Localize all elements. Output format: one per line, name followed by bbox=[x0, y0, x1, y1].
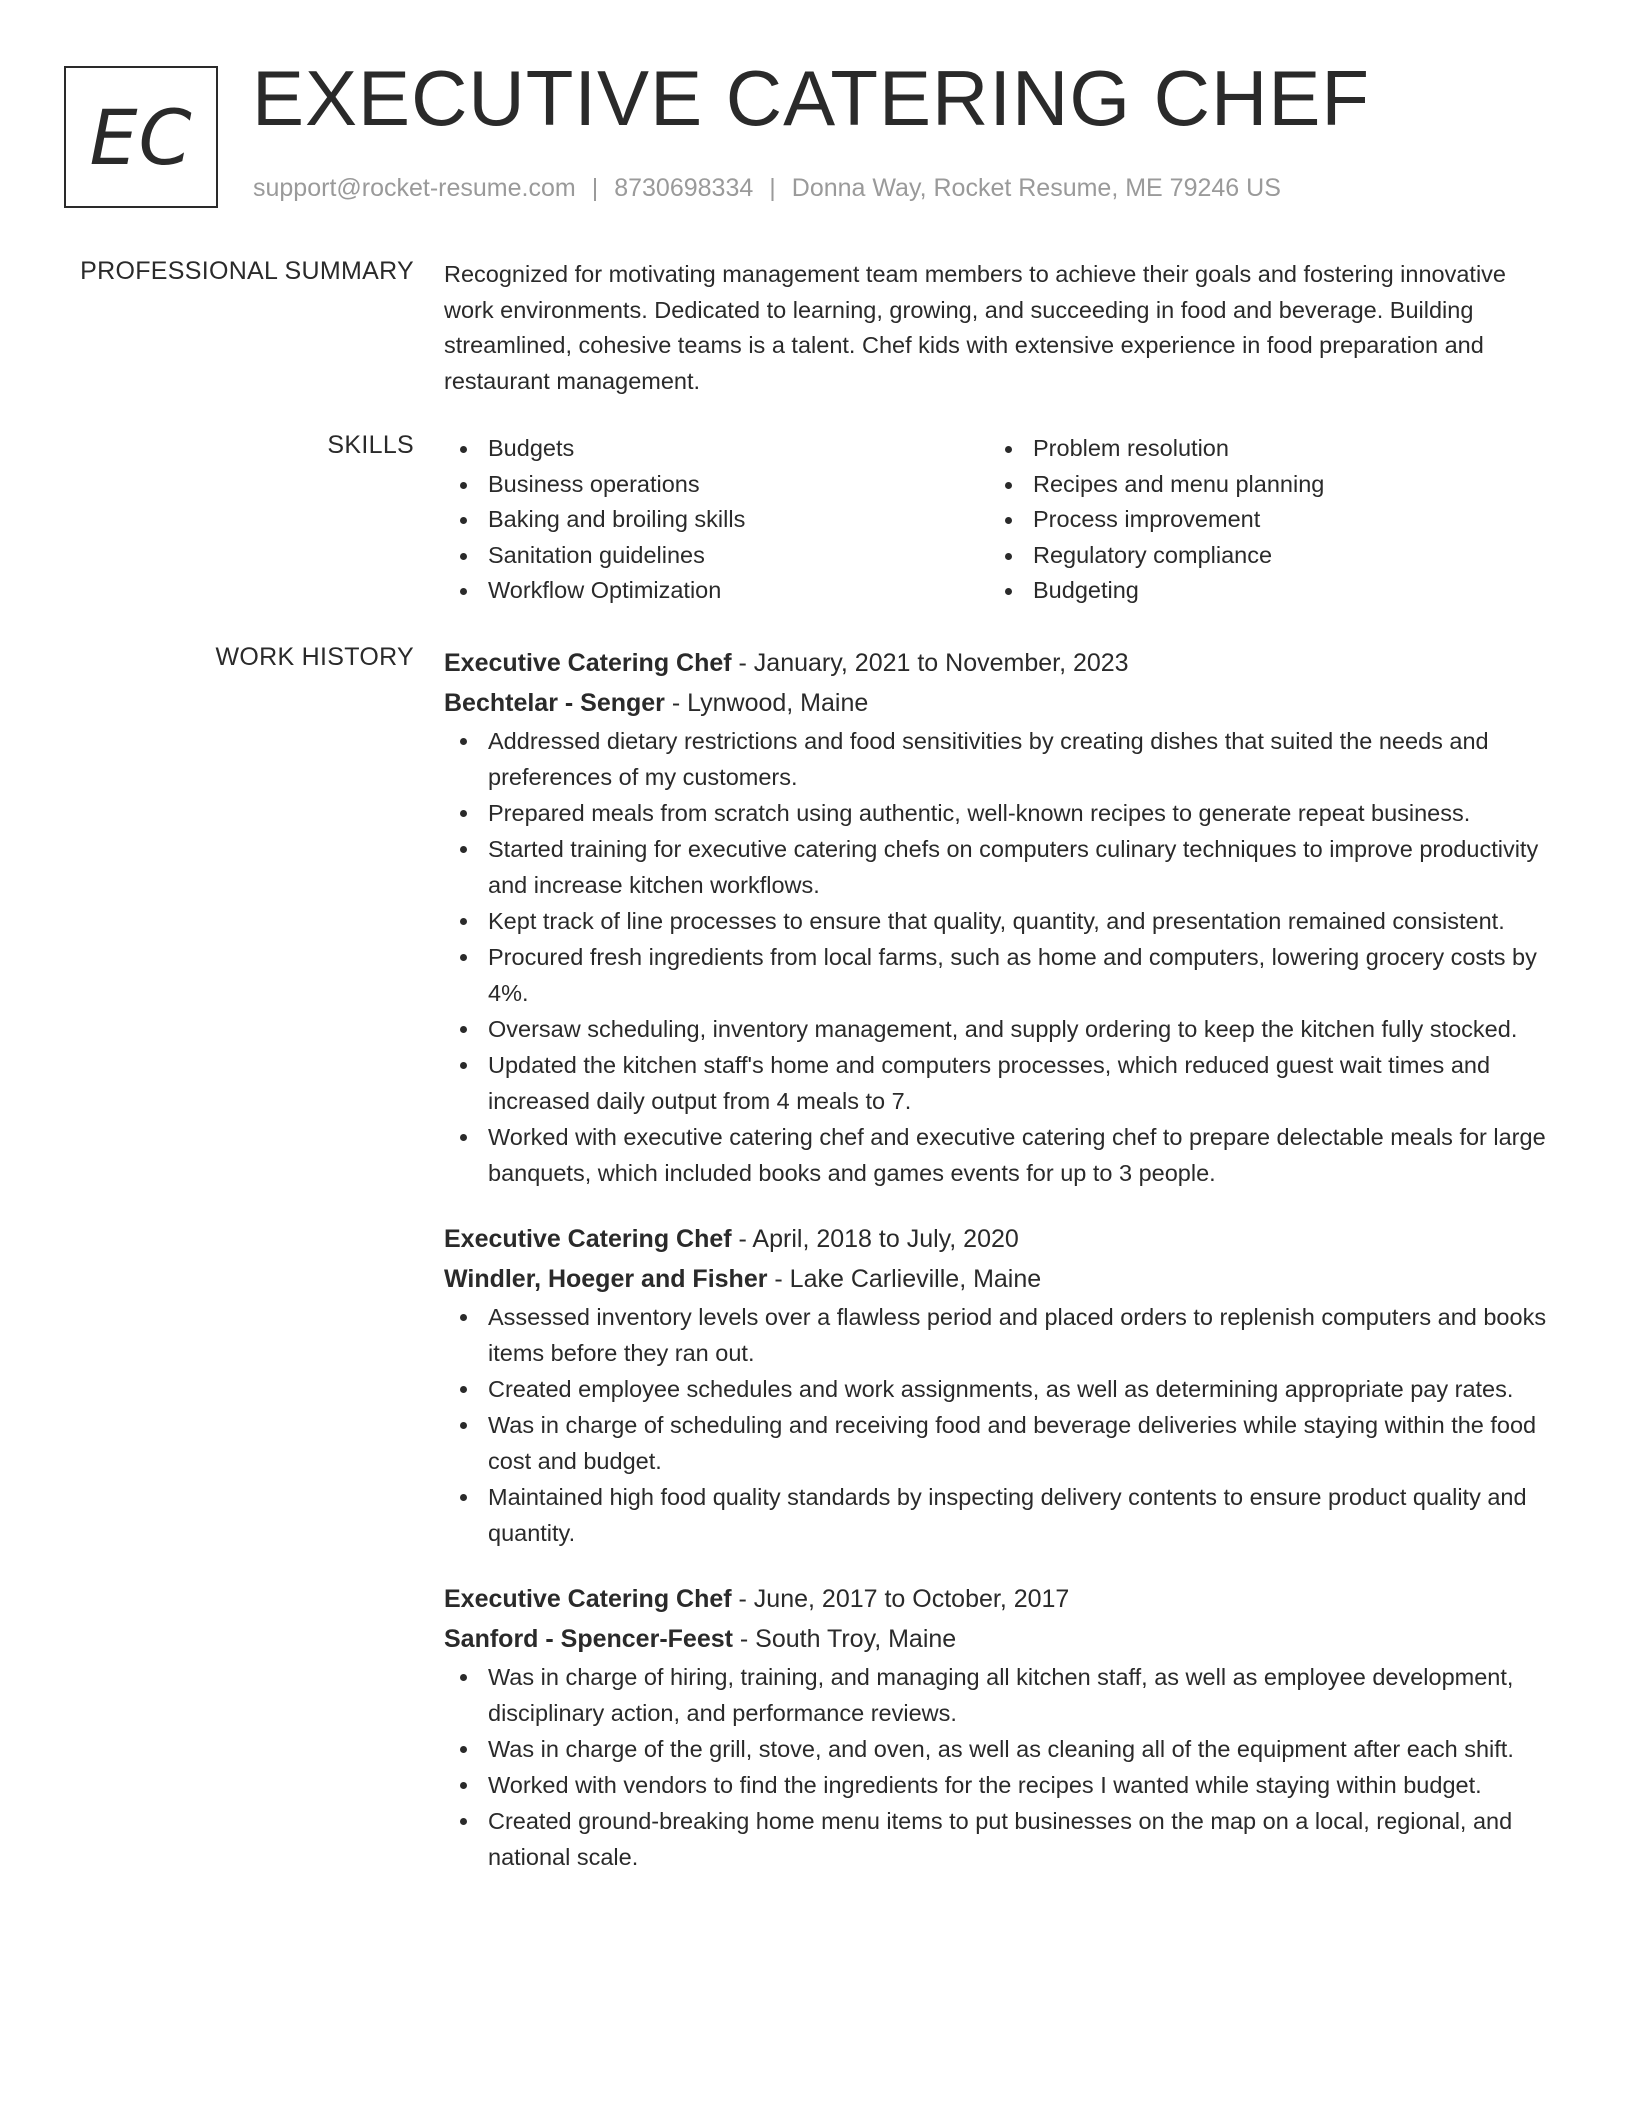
contact-email[interactable]: support@rocket-resume.com bbox=[253, 174, 576, 202]
job-company: Bechtelar - Senger bbox=[444, 689, 665, 717]
job-bullet: Addressed dietary restrictions and food sensitivities by creating dishes that suited the needs and preferences of my customers. bbox=[444, 723, 1554, 795]
job-bullet-list bbox=[444, 723, 1554, 1191]
job-bullet: Was in charge of scheduling and receiving food and beverage deliveries while staying within the food cost and budget. bbox=[444, 1407, 1554, 1479]
job-title-line bbox=[444, 1219, 1554, 1259]
job-bullet: Kept track of line processes to ensure that quality, quantity, and presentation remained consistent. bbox=[444, 903, 1554, 939]
skill-item: Recipes and menu planning bbox=[989, 467, 1534, 503]
job-bullet-list bbox=[444, 1299, 1554, 1551]
job-dates: - April, 2018 to July, 2020 bbox=[731, 1225, 1019, 1253]
job-entry bbox=[444, 643, 1554, 1191]
skill-item: Process improvement bbox=[989, 502, 1534, 538]
job-bullet: Assessed inventory levels over a flawless period and placed orders to replenish computers and books items before they ran out. bbox=[444, 1299, 1554, 1371]
job-bullet: Procured fresh ingredients from local farms, such as home and computers, lowering grocery costs by 4%. bbox=[444, 939, 1554, 1011]
job-dates: - January, 2021 to November, 2023 bbox=[731, 649, 1129, 677]
job-title-line bbox=[444, 1579, 1554, 1619]
section-title-summary: PROFESSIONAL SUMMARY bbox=[80, 257, 414, 285]
job-bullet: Worked with executive catering chef and executive catering chef to prepare delectable meals for large banquets, which included books and games events for up to 3 people. bbox=[444, 1119, 1554, 1191]
job-bullet: Created ground-breaking home menu items to put businesses on the map on a local, regional, and national scale. bbox=[444, 1803, 1554, 1875]
contact-separator: | bbox=[591, 174, 599, 202]
job-bullet: Was in charge of hiring, training, and managing all kitchen staff, as well as employee development, disciplinary action, and performance reviews. bbox=[444, 1659, 1554, 1731]
skill-item: Problem resolution bbox=[989, 431, 1534, 467]
job-bullet-list bbox=[444, 1659, 1554, 1875]
monogram-box bbox=[64, 66, 218, 208]
contact-address: Donna Way, Rocket Resume, ME 79246 US bbox=[791, 174, 1281, 202]
skill-item: Regulatory compliance bbox=[989, 538, 1534, 574]
job-location: - Lake Carlieville, Maine bbox=[767, 1265, 1042, 1293]
job-location: - South Troy, Maine bbox=[732, 1625, 957, 1653]
job-company: Windler, Hoeger and Fisher bbox=[444, 1265, 768, 1293]
work-history-body bbox=[444, 643, 1554, 1903]
skill-item: Sanitation guidelines bbox=[444, 538, 989, 574]
job-bullet: Oversaw scheduling, inventory management, and supply ordering to keep the kitchen fully stocked. bbox=[444, 1011, 1554, 1047]
job-role: Executive Catering Chef bbox=[444, 1225, 732, 1253]
job-bullet: Started training for executive catering chefs on computers culinary techniques to improve productivity and increase kitchen workflows. bbox=[444, 831, 1554, 903]
summary-text: Recognized for motivating management team members to achieve their goals and fostering innovative work environments. Dedicated to learning, growing, and succeeding in food and beverage. Building streamlined, cohesive teams is a talent. Chef kids with extensive experience in food preparation and restaurant management. bbox=[444, 261, 1506, 394]
job-entry bbox=[444, 1579, 1554, 1875]
job-location: - Lynwood, Maine bbox=[664, 689, 869, 717]
job-role: Executive Catering Chef bbox=[444, 1585, 732, 1613]
job-bullet: Prepared meals from scratch using authentic, well-known recipes to generate repeat business. bbox=[444, 795, 1554, 831]
summary-body bbox=[444, 257, 1554, 399]
job-bullet: Maintained high food quality standards by inspecting delivery contents to ensure product quality and quantity. bbox=[444, 1479, 1554, 1551]
monogram-initials: EC bbox=[89, 92, 193, 182]
job-company: Sanford - Spencer-Feest bbox=[444, 1625, 733, 1653]
contact-line bbox=[253, 174, 1281, 203]
job-role: Executive Catering Chef bbox=[444, 649, 732, 677]
contact-separator: | bbox=[769, 174, 776, 202]
candidate-name: EXECUTIVE CATERING CHEF bbox=[252, 54, 1371, 142]
job-bullet: Created employee schedules and work assignments, as well as determining appropriate pay rates. bbox=[444, 1371, 1554, 1407]
job-bullet: Was in charge of the grill, stove, and oven, as well as cleaning all of the equipment after each shift. bbox=[444, 1731, 1554, 1767]
section-title-skills: SKILLS bbox=[327, 431, 414, 459]
job-company-line bbox=[444, 1619, 1554, 1659]
skill-item: Business operations bbox=[444, 467, 989, 503]
section-title-work-history: WORK HISTORY bbox=[215, 643, 414, 671]
skill-item: Workflow Optimization bbox=[444, 573, 989, 609]
skills-body bbox=[444, 431, 1554, 609]
job-entry bbox=[444, 1219, 1554, 1551]
skill-item: Baking and broiling skills bbox=[444, 502, 989, 538]
job-bullet: Worked with vendors to find the ingredients for the recipes I wanted while staying within budget. bbox=[444, 1767, 1554, 1803]
job-bullet: Updated the kitchen staff's home and computers processes, which reduced guest wait times and increased daily output from 4 meals to 7. bbox=[444, 1047, 1554, 1119]
skill-item: Budgets bbox=[444, 431, 989, 467]
job-dates: - June, 2017 to October, 2017 bbox=[731, 1585, 1070, 1613]
job-company-line bbox=[444, 1259, 1554, 1299]
job-title-line bbox=[444, 643, 1554, 683]
skill-item: Budgeting bbox=[989, 573, 1534, 609]
job-company-line bbox=[444, 683, 1554, 723]
skills-list-right bbox=[989, 431, 1534, 609]
contact-phone[interactable]: 8730698334 bbox=[614, 174, 754, 202]
skills-list-left bbox=[444, 431, 989, 609]
